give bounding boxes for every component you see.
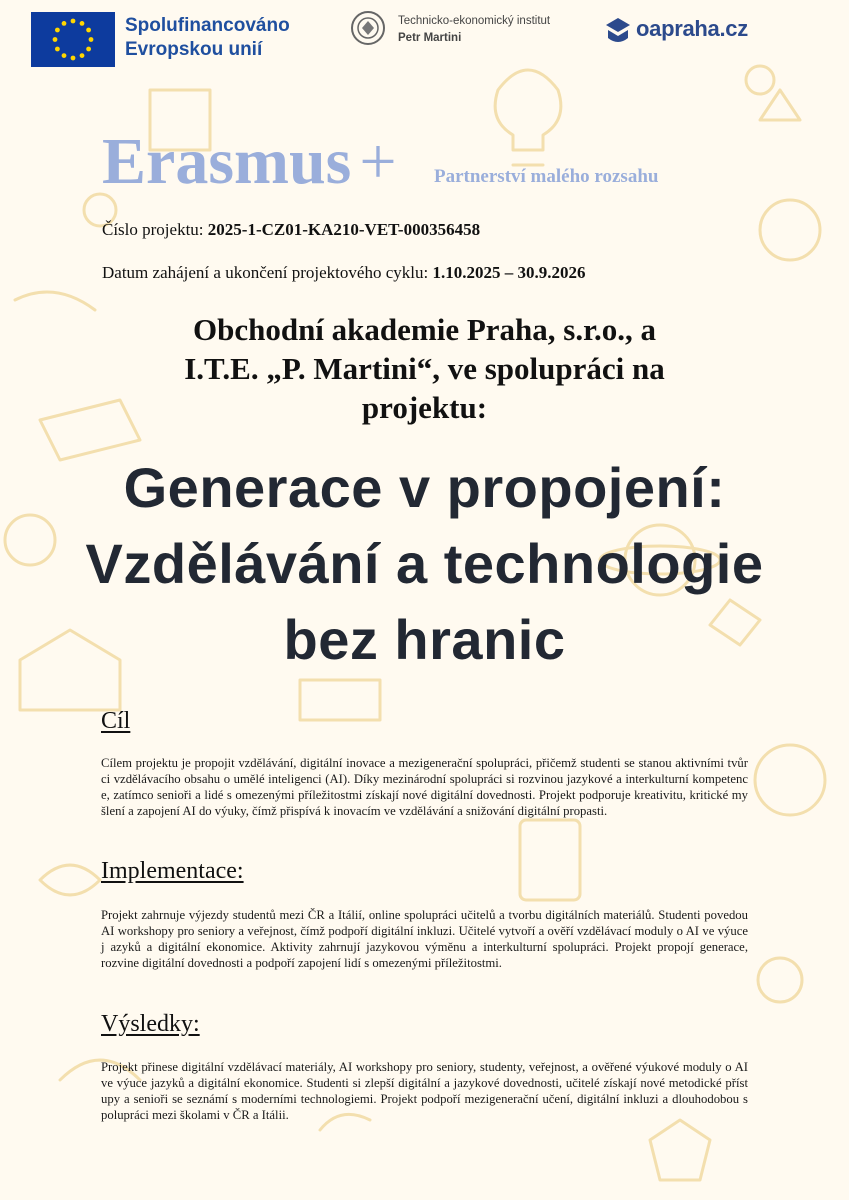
oapraha-logo-text[interactable]: oapraha.cz (636, 16, 748, 41)
doodle-board-icon (300, 680, 380, 720)
ite-emblem-icon (350, 10, 386, 46)
doodle-gem-icon (650, 1120, 710, 1180)
doodle-moon2-icon (755, 745, 825, 815)
project-number-label: Číslo projektu: (102, 220, 208, 239)
section-text-implementace: Projekt zahrnuje výjezdy studentů mezi ČR a Itálií, online spolupráci učitelů a tvorbu digitálních materiálů. Studenti povedou AI workshopy pro seniory a veřejnost, čímž podpoří digitální inkluzi. Učitelé vytvoří a ověří vzdělávací moduly o AI ve výuce j azyků a digitální ekonomice. Aktivity zahrnují jazykovou výměnu a interkulturní spolupráci. Projekt propojí generace, rozvine digitální dovednosti a podpoří zapojení lidí s omezenými příležitostmi. (101, 908, 748, 970)
project-number-value: 2025-1-CZ01-KA210-VET-000356458 (207, 220, 481, 239)
section-heading-cil: Cíl (101, 708, 131, 734)
project-dates-value: 1.10.2025 – 30.9.2026 (432, 263, 586, 282)
organisations-heading: Obchodní akademie Praha, s.r.o., a I.T.E. „P. Martini“, ve spolupráci na projektu: (184, 312, 665, 425)
doodle-lightbulb-icon (495, 70, 561, 165)
section-heading-vysledky: Výsledky: (101, 1011, 200, 1037)
section-text-cil: Cílem projektu je propojit vzdělávání, digitální inovace a mezigenerační spolupráci, přičemž studenti se stanou aktivními tvůr ci vzdělávacího obsahu o umělé inteligenci (AI). Díky mezinárodní spolupráci si rozvinou jazykové a interkulturní kompetenc e, zatímco senioři a lidé s omezenými příležitostmi získají nové digitální dovednosti. Projekt podporuje kreativitu, kritické my šlení a zapojení AI do výuky, čímž přispívá k inovacím ve vzdělávání a snižování digitální propasti. (101, 756, 748, 818)
section-text-vysledky: Projekt přinese digitální vzdělávací materiály, AI workshopy pro seniory, studenty, veřejnost, a ověřené výukové moduly o AI ve výuce jazyků a digitální ekonomice. Studenti si zlepší digitální a jazykové dovednosti, učitelé získají nové metodické příst upy a senioři se seznámí s moderními technologiemi. Projekt podpoří mezigenerační učení, digitální inkluzi a dlouhodobou s polupráci mezi školami v ČR a Itálii. (101, 1060, 748, 1122)
doodle-note-icon (520, 820, 580, 900)
erasmus-plus: + (359, 125, 397, 198)
ite-logo-text: Technicko-ekonomický institut Petr Martini (398, 15, 551, 44)
doodle-moon-icon (760, 200, 820, 260)
doodle-math-curve (15, 292, 95, 310)
erasmus-subtitle: Partnerství malého rozsahu (434, 166, 659, 187)
doodle-triangle-icon (760, 90, 800, 120)
eu-flag-icon (31, 12, 115, 67)
project-number-line (102, 220, 480, 240)
oapraha-logo-icon (604, 16, 632, 48)
eu-cofunded-text: Spolufinancováno Evropskou unií (125, 15, 290, 60)
doodle-globe-icon (758, 958, 802, 1002)
doodle-leaf-icon (40, 865, 100, 895)
project-dates-line (102, 263, 585, 283)
erasmus-title (102, 124, 397, 200)
erasmus-word: Erasmus (102, 125, 352, 198)
project-title: Generace v propojení: Vzdělávání a technologie bez hranic (85, 456, 764, 671)
project-dates-label: Datum zahájení a ukončení projektového cyklu: (102, 263, 433, 282)
section-heading-implementace: Implementace: (101, 858, 244, 884)
